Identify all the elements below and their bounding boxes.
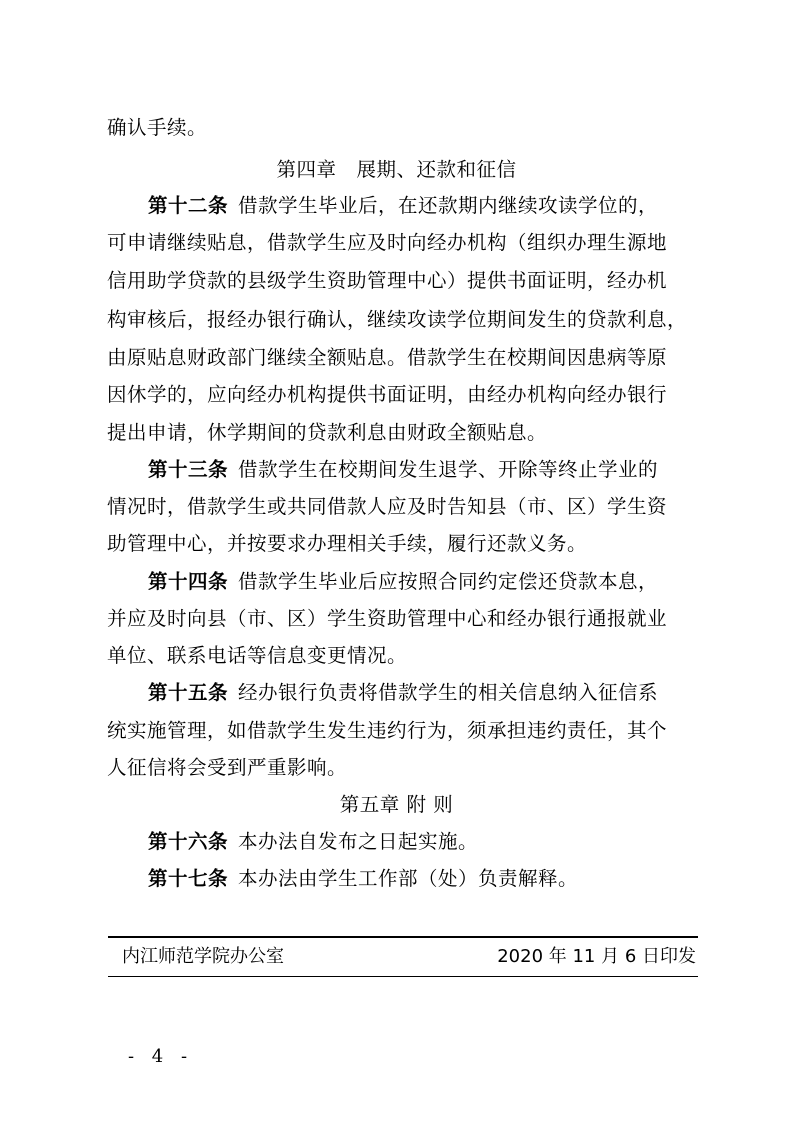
body-text-line: 助管理中心，并按要求办理相关手续，履行还款义务。 [107, 532, 588, 555]
body-text-line: 统实施管理，如借款学生发生违约行为，须承担违约责任，其个 [107, 719, 668, 742]
body-text-line: 并应及时向县（市、区）学生资助管理中心和经办银行通报就业 [107, 607, 668, 630]
article-15-title: 第十五条 [148, 681, 229, 704]
body-text-line: 因休学的，应向经办机构提供书面证明，由经办机构向经办银行 [107, 383, 668, 406]
article-17-text: 本办法由学生工作部（处）负责解释。 [238, 867, 579, 890]
article-14-line [148, 571, 708, 593]
article-14-text: 借款学生毕业后应按照合同约定偿还贷款本息， [238, 570, 659, 593]
article-15-text: 经办银行负责将借款学生的相关信息纳入征信系 [238, 681, 659, 704]
article-16-line [148, 831, 708, 853]
article-12-line [148, 195, 708, 217]
body-text-line: 情况时，借款学生或共同借款人应及时告知县（市、区）学生资 [107, 495, 668, 518]
article-17-title: 第十七条 [148, 867, 229, 890]
body-text-line: 可申请继续贴息，借款学生应及时向经办机构（组织办理生源地 [107, 231, 668, 254]
article-12-text: 借款学生毕业后，在还款期内继续攻读学位的， [238, 194, 659, 217]
footer-top-rule [108, 936, 698, 938]
issue-date: 2020 年 11 月 6 日印发 [497, 946, 696, 967]
article-13-title: 第十三条 [148, 458, 229, 481]
body-text-line: 人征信将会受到严重影响。 [107, 756, 348, 779]
article-14-title: 第十四条 [148, 570, 229, 593]
body-text-line: 单位、联系电话等信息变更情况。 [107, 644, 408, 667]
page-number: - 4 - [128, 1046, 194, 1067]
article-16-title: 第十六条 [148, 830, 229, 853]
issuer-office: 内江师范学院办公室 [122, 946, 284, 967]
body-text-line: 提出申请，休学期间的贷款利息由财政全额贴息。 [107, 421, 548, 444]
footer-bottom-rule [108, 976, 698, 977]
article-13-line [148, 459, 708, 481]
body-text-line: 由原贴息财政部门继续全额贴息。借款学生在校期间因患病等原 [107, 346, 668, 369]
chapter-5-heading: 第五章 附 则 [339, 793, 454, 816]
body-text-line: 确认手续。 [107, 116, 208, 139]
article-17-line [148, 868, 708, 890]
article-13-text: 借款学生在校期间发生退学、开除等终止学业的 [238, 458, 659, 481]
chapter-4-heading: 第四章 展期、还款和征信 [276, 158, 517, 181]
article-15-line [148, 682, 708, 704]
body-text-line: 信用助学贷款的县级学生资助管理中心）提供书面证明，经办机 [107, 269, 668, 292]
article-16-text: 本办法自发布之日起实施。 [238, 830, 479, 853]
article-12-title: 第十二条 [148, 194, 229, 217]
body-text-line: 构审核后，报经办银行确认，继续攻读学位期间发生的贷款利息， [107, 308, 688, 331]
